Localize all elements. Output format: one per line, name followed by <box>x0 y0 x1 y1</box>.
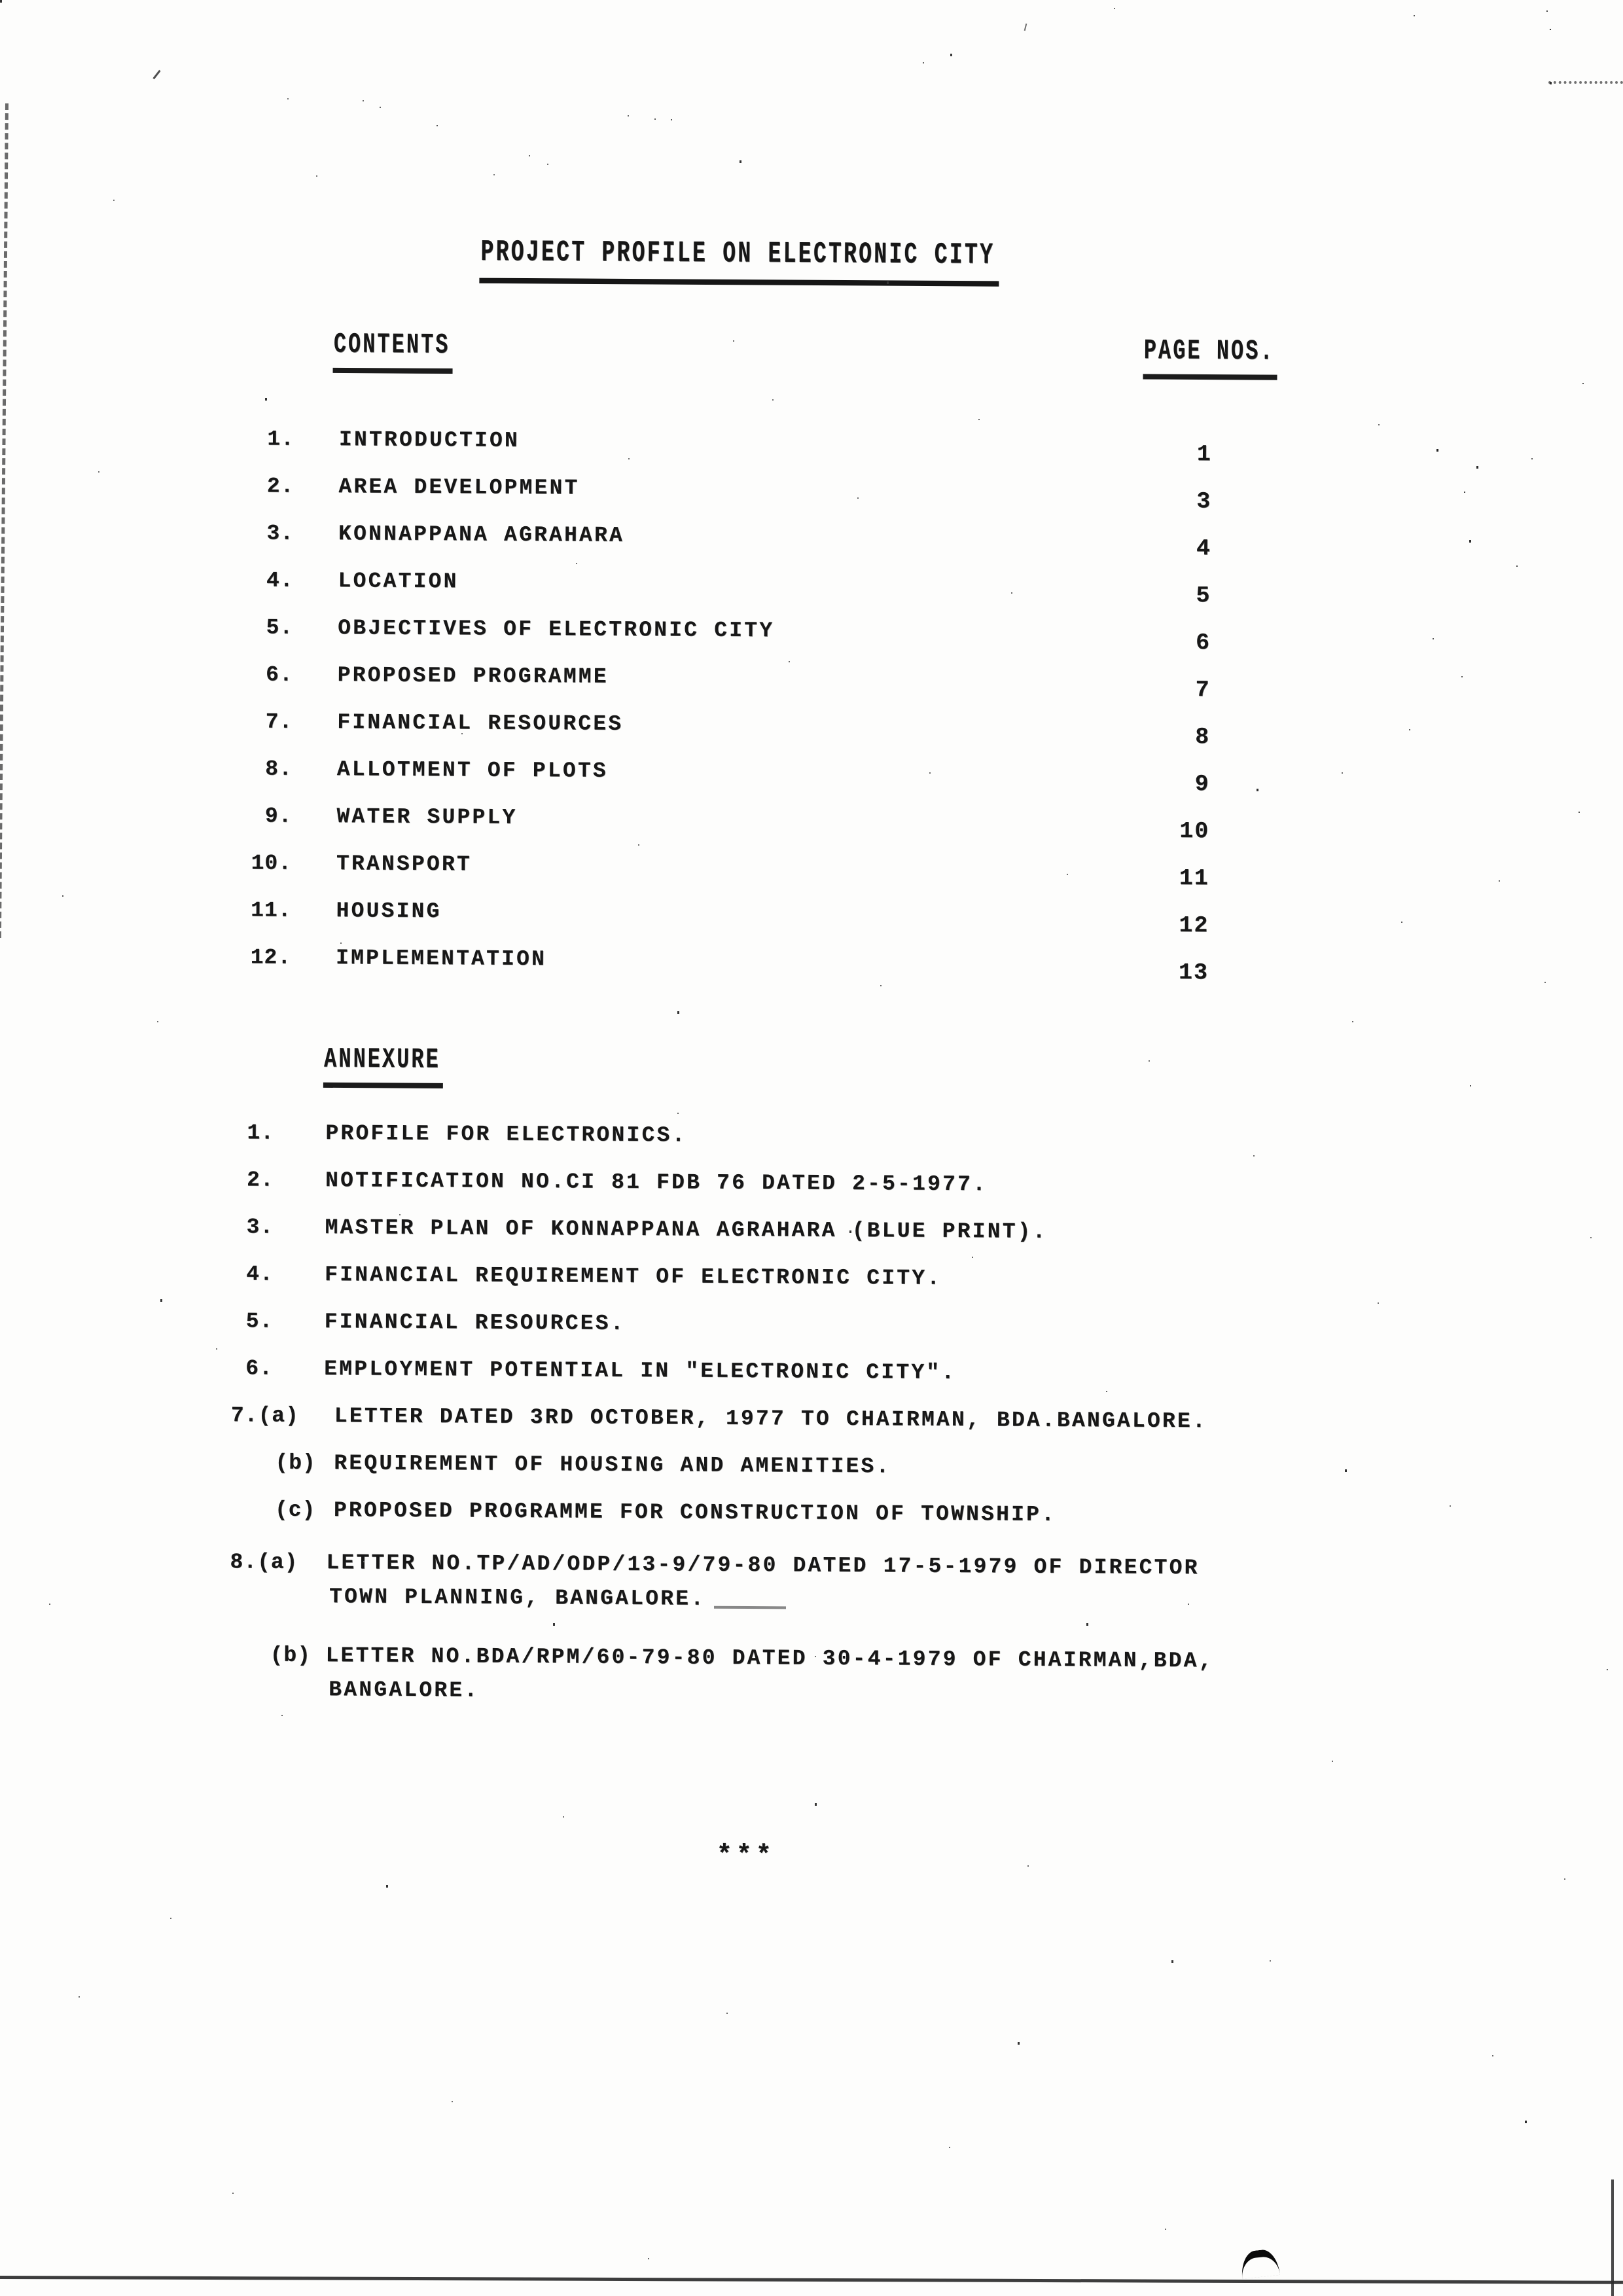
toc-item-label: FINANCIAL RESOURCES <box>337 710 624 736</box>
annexure-item-text: FINANCIAL RESOURCES. <box>324 1310 626 1336</box>
annexure-row-continuation <box>0 1583 1613 1619</box>
annexure-item-text: PROPOSED PROGRAMME FOR CONSTRUCTION OF TOWNSHIP. <box>333 1498 1057 1527</box>
toc-row <box>0 944 1617 986</box>
toc-item-number: 2. <box>266 474 294 499</box>
toc-item-number: 4. <box>266 568 294 593</box>
annexure-item-number: (b) <box>270 1643 312 1668</box>
toc-row <box>0 425 1620 468</box>
toc-row <box>0 614 1619 656</box>
toc-row <box>0 661 1619 704</box>
toc-item-label: PROPOSED PROGRAMME <box>337 663 609 689</box>
annexure-row <box>0 1308 1615 1344</box>
contents-heading: CONTENTS <box>333 331 453 374</box>
toc-item-label: WATER SUPPLY <box>336 804 518 830</box>
toc-row <box>0 802 1618 845</box>
toc-item-number: 5. <box>266 615 294 640</box>
toc-item-label: KONNAPPANA AGRAHARA <box>338 522 625 548</box>
page-nos-heading: PAGE NOS. <box>1143 337 1277 380</box>
annexure-item-number: 3. <box>246 1215 274 1240</box>
annexure-item-number: (b) <box>275 1450 316 1475</box>
toc-item-label: IMPLEMENTATION <box>335 946 547 972</box>
annexure-item-number: 4. <box>246 1262 274 1287</box>
toc-item-number: 3. <box>266 521 294 546</box>
toc-item-page: 12 <box>1179 912 1209 939</box>
annexure-row <box>0 1213 1616 1249</box>
annexure-item-number: (c) <box>274 1498 316 1522</box>
end-of-document-mark: *** <box>716 1840 776 1871</box>
annexure-item-number: 1. <box>247 1121 275 1145</box>
annexure-item-text: NOTIFICATION NO.CI 81 FDB 76 DATED 2-5-1977. <box>325 1168 988 1197</box>
toc-item-number: 11. <box>250 898 292 923</box>
toc-item-label: OBJECTIVES OF ELECTRONIC CITY <box>338 616 775 643</box>
top-right-dotted-artifact <box>1548 81 1623 84</box>
toc-item-label: INTRODUCTION <box>338 427 520 453</box>
annexure-item-text: LETTER NO.BDA/RPM/60-79-80 DATED 30-4-1979 OF CHAIRMAN,BDA, <box>325 1643 1214 1674</box>
toc-item-page: 5 <box>1196 583 1211 609</box>
toc-row <box>0 473 1620 515</box>
toc-item-page: 13 <box>1178 960 1209 986</box>
typewriter-dash-mark <box>714 1606 786 1609</box>
annexure-item-number: 7.(a) <box>230 1403 299 1428</box>
toc-item-page: 10 <box>1179 818 1210 845</box>
annexure-item-text-line2: TOWN PLANNING, BANGALORE. <box>329 1585 706 1611</box>
annexure-item-text: LETTER NO.TP/AD/ODP/13-9/79-80 DATED 17-5-1979 OF DIRECTOR <box>326 1551 1200 1581</box>
annexure-row <box>0 1496 1614 1532</box>
annexure-item-text: MASTER PLAN OF KONNAPPANA AGRAHARA (BLUE PRINT). <box>325 1215 1048 1244</box>
annexure-item-number: 6. <box>245 1356 273 1381</box>
right-scan-edge-line <box>1611 2179 1614 2296</box>
toc-item-page: 7 <box>1195 677 1211 704</box>
annexure-item-number: 2. <box>246 1168 274 1193</box>
annexure-row <box>0 1641 1613 1677</box>
toc-item-page: 4 <box>1196 535 1212 562</box>
toc-item-page: 8 <box>1195 724 1211 751</box>
toc-item-number: 10. <box>251 851 293 876</box>
annexure-row <box>0 1119 1616 1155</box>
annexure-item-text: PROFILE FOR ELECTRONICS. <box>325 1121 687 1148</box>
toc-row <box>0 850 1618 892</box>
annexure-item-number: 5. <box>245 1309 274 1334</box>
toc-item-label: TRANSPORT <box>336 852 473 877</box>
annexure-row <box>0 1449 1614 1485</box>
toc-item-number: 1. <box>267 427 295 452</box>
toc-item-label: AREA DEVELOPMENT <box>338 475 580 501</box>
annexure-item-text: EMPLOYMENT POTENTIAL IN "ELECTRONIC CITY". <box>324 1357 957 1385</box>
toc-item-number: 6. <box>265 662 293 687</box>
annexure-item-number: 8.(a) <box>230 1550 298 1575</box>
document-title: PROJECT PROFILE ON ELECTRONIC CITY <box>479 237 999 286</box>
annexure-row <box>0 1355 1614 1391</box>
annexure-row <box>0 1261 1615 1297</box>
toc-item-page: 11 <box>1179 865 1209 892</box>
annexure-item-text: REQUIREMENT OF HOUSING AND AMENITIES. <box>334 1451 891 1479</box>
toc-item-number: 7. <box>265 709 293 734</box>
toc-row <box>0 755 1618 798</box>
toc-item-number: 9. <box>264 804 293 829</box>
annexure-item-text: LETTER DATED 3RD OCTOBER, 1977 TO CHAIRMAN, BDA.BANGALORE. <box>334 1404 1208 1434</box>
toc-row <box>0 567 1620 609</box>
annexure-item-text-line2: BANGALORE. <box>329 1677 480 1703</box>
annexure-item-text: FINANCIAL REQUIREMENT OF ELECTRONIC CITY. <box>324 1263 942 1291</box>
toc-item-number: 12. <box>250 945 292 970</box>
scan-noise-blobs <box>0 0 2 3</box>
toc-item-page: 6 <box>1195 630 1211 656</box>
annexure-heading: ANNEXURE <box>323 1045 443 1088</box>
toc-item-page: 1 <box>1196 441 1212 468</box>
toc-item-number: 8. <box>265 757 293 781</box>
toc-row <box>0 897 1618 939</box>
toc-item-label: HOUSING <box>336 899 442 924</box>
toc-row <box>0 708 1618 751</box>
annexure-row-continuation <box>0 1676 1613 1712</box>
annexure-row <box>0 1166 1616 1202</box>
toc-item-page: 3 <box>1196 488 1212 515</box>
toc-row <box>0 520 1620 562</box>
toc-item-label: ALLOTMENT OF PLOTS <box>336 757 608 783</box>
annexure-row <box>0 1549 1614 1585</box>
toc-item-page: 9 <box>1194 771 1210 798</box>
toc-item-label: LOCATION <box>338 569 459 594</box>
annexure-row <box>0 1402 1614 1438</box>
